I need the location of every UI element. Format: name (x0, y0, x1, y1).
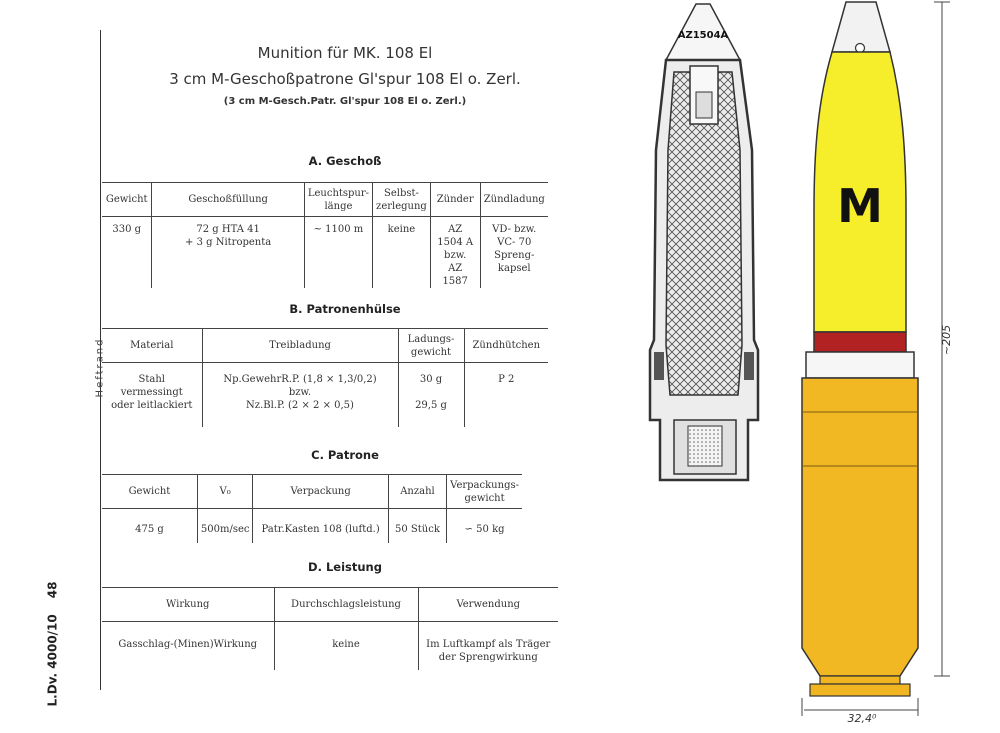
cell-treibladung: Np.GewehrR.P. (1,8 × 1,3/0,2) bzw. Nz.Bl.P. (2 × 2 × 0,5) (202, 363, 398, 427)
col-selbstzerlegung: Selbst- zerlegung (373, 183, 431, 217)
cell-gewicht: 475 g (102, 509, 197, 543)
table-row (102, 509, 522, 543)
section-c-title: C. Patrone (311, 448, 379, 462)
col-gewicht: Gewicht (102, 475, 197, 509)
tracer-element (688, 426, 722, 466)
left-band (654, 352, 664, 380)
case-neck (806, 352, 914, 378)
col-wirkung: Wirkung (102, 588, 274, 622)
cell-ladungsgewicht: 30 g 29,5 g (398, 363, 464, 427)
driving-band (814, 332, 906, 352)
cell-v0: 500m/sec (197, 509, 253, 543)
cell-durchschlag: keine (274, 622, 418, 670)
table-row (102, 217, 548, 289)
cell-leuchtspur: ~ 1100 m (304, 217, 372, 289)
page-title: Munition für MK. 108 El (257, 44, 433, 62)
col-durchschlag: Durchschlagsleistung (274, 588, 418, 622)
length-dimension-label: ~205 (940, 324, 953, 356)
document-reference (45, 582, 59, 723)
col-fuellung: Geschoßfüllung (152, 183, 304, 217)
cell-verpackungsgewicht: ∽ 50 kg (447, 509, 522, 543)
col-leuchtspur: Leuchtspur- länge (304, 183, 372, 217)
diameter-dimension-label: 32,4⁰ (847, 712, 877, 725)
cell-material: Stahl vermessingt oder leitlackiert (102, 363, 202, 427)
projectile-cross-section (640, 0, 770, 500)
cell-gewicht: 330 g (102, 217, 152, 289)
section-b-title: B. Patronenhülse (289, 302, 401, 316)
table-row (102, 622, 558, 670)
col-material: Material (102, 329, 202, 363)
col-verwendung: Verwendung (418, 588, 558, 622)
case-extractor-groove (820, 676, 900, 684)
table-patronenhuelse (102, 328, 548, 427)
section-a-title: A. Geschoß (308, 154, 382, 168)
col-verpackungsgewicht: Verpackungs- gewicht (447, 475, 522, 509)
table-patrone (102, 474, 522, 543)
table-row (102, 363, 548, 427)
col-anzahl: Anzahl (388, 475, 446, 509)
cell-zuender: AZ 1504 A bzw. AZ 1587 (430, 217, 480, 289)
ldv-number: L.Dv. 4000/10 (45, 614, 60, 707)
col-v0: V₀ (197, 475, 253, 509)
cell-wirkung: Gasschlag-(Minen)Wirkung (102, 622, 274, 670)
projectile-marking: M (837, 179, 883, 233)
fuze-core (696, 92, 712, 118)
page-subtitle-abbrev: (3 cm M-Gesch.Patr. Gl'spur 108 El o. Zerl.) (223, 96, 467, 107)
table-leistung (102, 587, 558, 670)
col-treibladung: Treibladung (202, 329, 398, 363)
col-zuender: Zünder (430, 183, 480, 217)
section-d-title: D. Leistung (308, 560, 382, 574)
cell-verwendung: Im Luftkampf als Träger der Sprengwirkung (418, 622, 558, 670)
heftrand-label: Heftrand (94, 337, 106, 398)
col-zuendhuetchen: Zündhütchen (464, 329, 548, 363)
cartridge-case (802, 378, 918, 676)
col-verpackung: Verpackung (253, 475, 388, 509)
col-gewicht: Gewicht (102, 183, 152, 217)
fuze-label: AZ1504A (677, 30, 729, 41)
cell-verpackung: Patr.Kasten 108 (luftd.) (253, 509, 388, 543)
page-subtitle: 3 cm M-Geschoßpatrone Gl'spur 108 El o. Zerl. (169, 70, 521, 88)
cell-zuendhuetchen: P 2 (464, 363, 548, 427)
table-geschoss (102, 182, 548, 288)
case-rim (810, 684, 910, 696)
cell-anzahl: 50 Stück (388, 509, 446, 543)
cell-selbst: keine (373, 217, 431, 289)
col-ladungsgewicht: Ladungs- gewicht (398, 329, 464, 363)
cell-zuendladung: VD- bzw. VC- 70 Spreng- kapsel (480, 217, 548, 289)
fuze-hole (856, 44, 865, 53)
right-band (744, 352, 754, 380)
col-zuendladung: Zündladung (480, 183, 548, 217)
page-number: 48 (45, 581, 60, 599)
cartridge-side-view (790, 0, 1000, 733)
cell-fuellung: 72 g HTA 41 + 3 g Nitropenta (152, 217, 304, 289)
